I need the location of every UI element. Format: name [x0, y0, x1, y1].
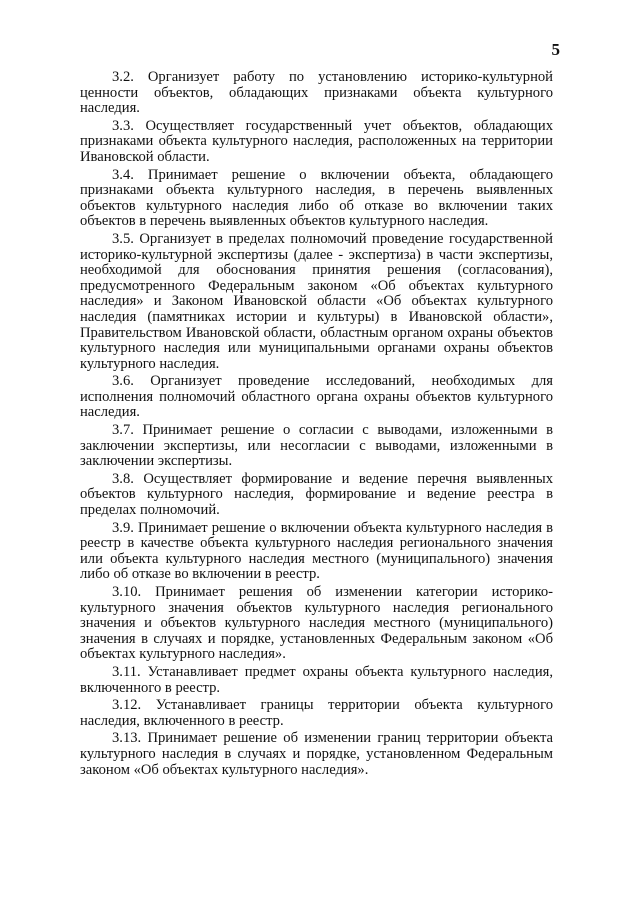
paragraph-3-4: 3.4. Принимает решение о включении объекта, обладающего признаками объекта культурного наследия, в перечень выявленных объектов культурного наследия либо об отказе во включении таких объектов в перечень выявленных объектов культурного наследия. — [80, 166, 553, 230]
paragraph-3-10: 3.10. Принимает решения об изменении категории историко-культурного значения объектов культурного наследия регионального значения и объектов культурного наследия местного (муниципального) значения в случаях и порядке, установленных Федеральным законом «Об объектах культурного наследия». — [80, 584, 553, 663]
paragraph-3-13: 3.13. Принимает решение об изменении границ территории объекта культурного наследия в случаях и порядке, установленном Федеральным законом «Об объектах культурного наследия». — [80, 730, 553, 778]
paragraph-3-8: 3.8. Осуществляет формирование и ведение перечня выявленных объектов культурного наследия, формирование и ведение реестра в пределах полномочий. — [80, 470, 553, 519]
document-body — [80, 70, 553, 780]
paragraph-3-5: 3.5. Организует в пределах полномочий проведение государственной историко-культурной экспертизы (далее - экспертиза) в части экспертизы, необходимой для обоснования принятия решения (согласования), предусмотренного Федеральным законом «Об объектах культурного наследия» и Законом Ивановской области «Об объектах культурного наследия (памятниках истории и культуры) в Ивановской области», Правительством Ивановской области, областным органом охраны объектов культурного наследия или муниципальными органами охраны объектов культурного наследия. — [80, 230, 553, 372]
paragraph-3-2: 3.2. Организует работу по установлению историко-культурной ценности объектов, обладающих признаками объекта культурного наследия. — [80, 69, 553, 117]
paragraph-3-7: 3.7. Принимает решение о согласии с выводами, изложенными в заключении экспертизы, или несогласии с выводами, изложенными в заключении экспертизы. — [80, 422, 553, 470]
paragraph-3-12: 3.12. Устанавливает границы территории объекта культурного наследия, включенного в реестр. — [80, 697, 553, 729]
paragraph-3-9: 3.9. Принимает решение о включении объекта культурного наследия в реестр в качестве объекта культурного наследия регионального значения или объекта культурного наследия местного (муниципального) значения либо об отказе во включении в реестр. — [80, 519, 553, 583]
paragraph-3-11: 3.11. Устанавливает предмет охраны объекта культурного наследия, включенного в реестр. — [80, 663, 553, 696]
page-number: 5 — [551, 40, 560, 59]
paragraph-3-6: 3.6. Организует проведение исследований, необходимых для исполнения полномочий областного органа охраны объектов культурного наследия. — [80, 373, 553, 421]
paragraph-3-3: 3.3. Осуществляет государственный учет объектов, обладающих признаками объекта культурного наследия, расположенных на территории Ивановской области. — [80, 117, 553, 165]
